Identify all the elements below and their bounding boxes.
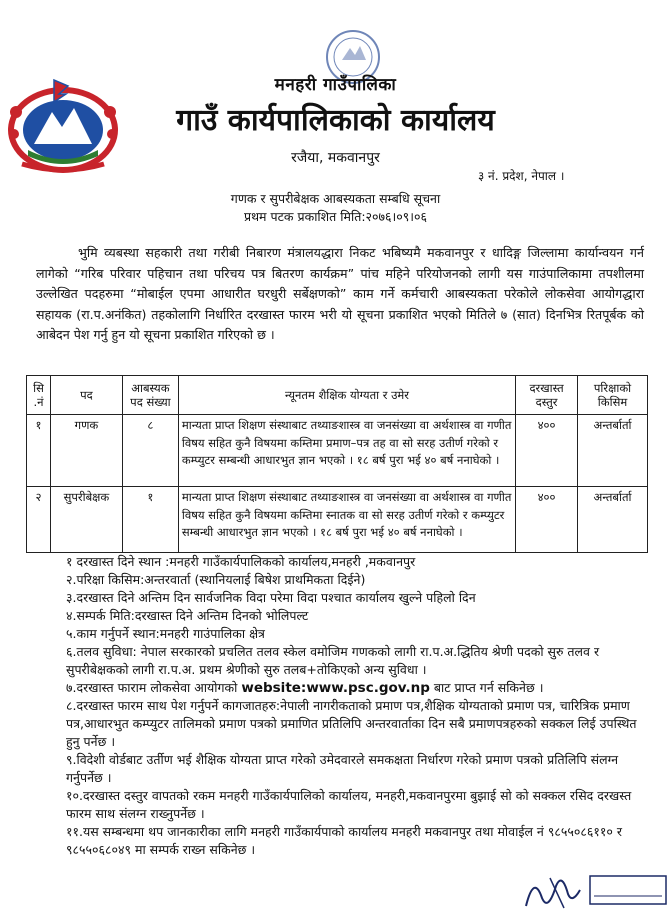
condition-item: ११.यस सम्बन्धमा थप जानकारीका लागि मनहरी गाउँकार्यपाको कार्यालय मनहरी मकवानपुर तथा मोवाईल नं ९८५५०८६११० र ९८५५०६८०४९ मा सम्पर्क राख्न सकिनेछ । <box>66 824 622 857</box>
row-fee: ४०० <box>516 487 578 553</box>
row-fee: ४०० <box>516 415 578 487</box>
condition-item: ७.दरखास्त फाराम लोकसेवा आयोगको website:www.psc.gov.np बाट प्राप्त गर्न सकिनेछ । <box>66 680 544 696</box>
website-link[interactable]: website:www.psc.gov.np <box>241 680 430 696</box>
header-sn: सि .नं <box>27 376 51 415</box>
table-row <box>27 415 648 487</box>
province-label: ३ नं. प्रदेश, नेपाल । <box>478 169 565 183</box>
vacancy-table <box>26 375 648 553</box>
notice-title: गणक र सुपरीबेक्षक आबस्यकता सम्बधि सूचना <box>230 191 441 206</box>
condition-item: २.परिक्षा किसिम:अन्तरवार्ता (स्थानियलाई बिषेश प्राथमिकता दिईने) <box>66 572 366 587</box>
table-header-row <box>27 376 648 415</box>
header-fee: दरखास्त दस्तुर <box>516 376 578 415</box>
condition-item: ५.काम गर्नुपर्ने स्थान:मनहरी गाउंपालिका क्षेत्र <box>66 626 265 641</box>
header-post: पद <box>50 376 122 415</box>
header-count: आबस्यक पद संख्या <box>122 376 178 415</box>
condition-item: ९.विदेशी वोर्डबाट उर्तीण भई शैक्षिक योग्यता प्राप्त गरेको उमेदवारले समकक्षता निर्धारण गरेको प्रमाण पत्रको प्रतिलिपि संलग्न गर्नुपर्नेछ । <box>66 752 619 785</box>
row-qualification: मान्यता प्राप्त शिक्षण संस्थाबाट तथ्याङशास्त्र वा जनसंख्या वा अर्थशास्त्र वा गणीत विषय सहित कुनै विषयमा कम्तिमा प्रमाण–पत्र तह वा सो सरह उतीर्ण गरेको र कम्प्युटर सम्बन्धी आधारभुत ज्ञान भएको । १८ बर्ष पुरा भई ४० बर्ष ननाघेको । <box>178 415 515 487</box>
row-post: सुपरीबेक्षक <box>50 487 122 553</box>
header-exam: परिक्षाको किसिम <box>578 376 648 415</box>
row-qualification: मान्यता प्राप्त शिक्षण संस्थाबाट तथ्याङशास्त्र वा जनसंख्या वा अर्थशास्त्र वा गणीत विषय सहित कुनै विषयमा कम्तिमा स्नातक वा सो सरह उतीर्ण गरेको र कम्प्युटर सम्बन्धी आधारभुत ज्ञान भएको । १८ बर्ष पुरा भई ४० बर्ष ननाघेको । <box>178 487 515 553</box>
office-address: रजैया, मकवानपुर <box>291 150 380 166</box>
row-count: ८ <box>122 415 178 487</box>
table-row <box>27 487 648 553</box>
municipality-name: मनहरी गाउँपालिका <box>274 75 397 95</box>
notice-date: प्रथम पटक प्रकाशित मिति:२०७६।०९।०६ <box>243 209 428 224</box>
row-exam: अन्तर्बार्ता <box>578 415 648 487</box>
condition-item: १०.दरखास्त दस्तुर वापतको रकम मनहरी गाउँकार्यपालिको कार्यालय, मनहरी,मकवानपुरमा बुझाई सो को सक्कल रसिद दरखस्त फारम साथ संलग्न राख्नुपर्नेछ । <box>66 788 632 821</box>
row-post: गणक <box>50 415 122 487</box>
row-sn: २ <box>27 487 51 553</box>
office-title: गाउँ कार्यपालिकाको कार्यालय <box>176 103 495 138</box>
row-exam: अन्तर्बार्ता <box>578 487 648 553</box>
conditions-list <box>66 553 644 859</box>
header-qualification: न्यूनतम शैक्षिक योग्यता र उमेर <box>178 376 515 415</box>
condition-item: १ दरखास्त दिने स्थान :मनहरी गाउँकार्यपालिकको कार्यालय,मनहरी ,मकवानपुर <box>66 554 416 569</box>
condition-item: ६.तलव सुविधा: नेपाल सरकारको प्रचलित तलव स्केल वमोजिम गणकको लागी रा.प.अ.द्धितिय श्रेणी पदको सुरु तलव र सुपरीबेक्षकको लागी रा.प.अ. प्रथम श्रेणीको सुरु तलब+तोकिएको अन्य सुविधा । <box>66 644 600 677</box>
condition-item: ३.दरखास्त दिने अन्तिम दिन सार्वजनिक विदा परेमा विदा पश्चात कार्यालय खुल्ने पहिलो दिन <box>66 590 476 605</box>
intro-paragraph: भुमि व्यबस्था सहकारी तथा गरीबी निबारण मंत्रालयद्धारा निकट भबिष्यमै मकवानपुर र धादिङ्ग जिल्लामा कार्यान्वयन गर्न लागेको “गरिब परिवार पहिचान तथा परिचय पत्र बितरण कार्यक्रम” पांच महिने परियोजनको लागी यस गाउंपालिकामा तपशीलमा उल्लेखित पदहरुमा “मोबाईल एपमा आधारीत घरधुरी सर्बेक्षणको” काम गर्ने कर्मचारी आबस्यकता परेकोले लोकसेवा आयोगद्धारा सहायक (रा.प.अनंकित) तहकोलागि निर्धारित दरखास्त फारम भरी यो सूचना प्रकाशित भएको मितिले ७ (सात) दिनभित्र रितपूर्बक को आबेदन पेश गर्नु हुन यो सूचना प्रकाशित गरिएको छ । <box>36 245 644 343</box>
row-count: १ <box>122 487 178 553</box>
condition-item: ८.दरखास्त फारम साथ पेश गर्नुपर्ने कागजातहरु:नेपाली नागरीकताको प्रमाण पत्र,शैक्षिक योग्यताको प्रमाण पत्र, चारित्रिक प्रमाण पत्र,आधारभुत कम्प्युटर तालिमको प्रमाण पत्रको प्रमाणित प्रतिलिपि अन्तरवार्ताका दिन सबै प्रमाणपत्रहरुको सक्कल लिई उपस्थित हुनु पर्नेछ । <box>66 698 637 749</box>
signature-icon <box>520 868 670 910</box>
condition-item: ४.सम्पर्क मिति:दरखास्त दिने अन्तिम दिनको भोलिपल्ट <box>66 608 309 623</box>
row-sn: १ <box>27 415 51 487</box>
